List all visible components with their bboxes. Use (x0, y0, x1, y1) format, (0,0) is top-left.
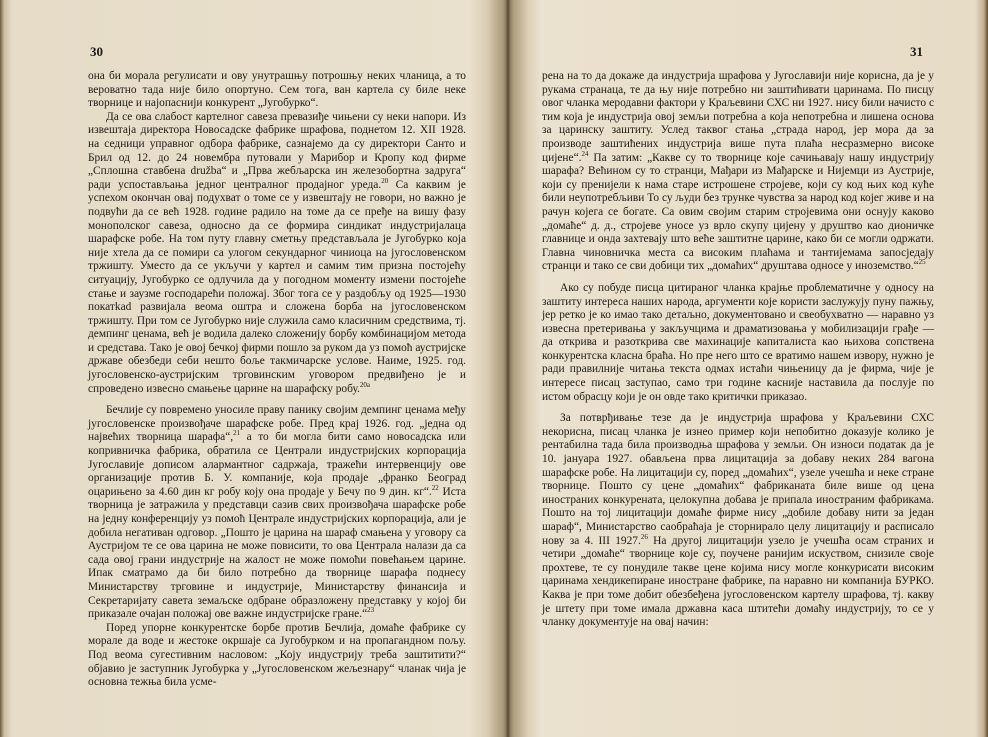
right-page (520, 0, 975, 737)
paragraph-text: Бечлије су повремено уносиле праву панику својим демпинг ценама међу југословенске произвођаче шарафске робе. Пред крај 1926. год. „једна од највећих творница шарафа“, (88, 404, 466, 444)
footnote-marker: 21 (233, 429, 241, 438)
footnote-marker: 26 (640, 532, 648, 541)
footnote-marker: 25 (918, 258, 926, 267)
paragraph (88, 622, 466, 690)
paragraph-text: Са каквим је успехом окончан овај подухват о томе се у извештају не говори, но важно је подвући да се већ 1928. године радило на томе да се пређе на вишу фазу монополског савеза, односно да се формира синдикат индустријалаца шарафске робе. На том путу главну сметњу представљала је Југобурко која није хтела да се помири са улогом секундарног чиниоца на југословенском тржишту. Уместо да се укључи у картел и самим тим призна постојећу ситуацију, Југобурко се одлучила да у погодном моменту измени постојеће стање и заузме господарећи положај. Због тога се у раздобљу од 1925—1930 покатkad развијала веома оштра и сложена борба на југословенском тржишту. При том се Југобурко није служила само класичним средствима, тј. демпинг ценама, већ је водила далеко сложенију борбу комбинацијом метода и средстава. Тако је овој бечкој фирми пошло за руком да уз помоћ аустријске државе обезбеди себи нешто боље такмичарске услове. Наиме, 1925. год. југословенско-аустријским трговинским уговором предвиђено је и спроведено извесно смањење царине на шарафску робу. (88, 178, 466, 395)
footnote-marker: 22 (431, 484, 439, 493)
page-text-right (542, 70, 934, 630)
paragraph-text: рена на то да докаже да индустрија шрафова у Југославији није корисна, да је у рукама странаца, те да њу није потребно ни заштићивати царинама. По писцу овог чланка меродавни фактори у Краљевини СХС ни 1927. нису били начисто с тим која је индустрија овој земљи потребна а која непотребна и лишена основа за царинску заштиту. Услед таквог стања „страда народ, јер мора да за производе заштићених индустрија више пута плаћа несразмерно високе цијене“. (542, 70, 934, 164)
paragraph (542, 412, 934, 630)
page-number: 30 (90, 44, 103, 59)
footnote-marker: 20a (359, 380, 370, 389)
paragraph (542, 282, 934, 404)
paragraph-text: Да се ова слабост картелног савеза превазиђе чињени су неки напори. Из извештаја директора Новосадске фабрике шрафова, поднетом 12. XII 1928. на седници управног одбора фабрике, сазнајемо да су директори Санто и Брил од 12. до 24 новембра путовали у Марибор и Кропу код фирме „Сплошна ставбена družba“ и „Прва жебљарска ин железобортна задруга“ ради успостављања једног централног продајног уреда. (88, 110, 466, 191)
paragraph-text: На другој лицитацији узело је учешћа осам страних и четири „домаће“ творнице које су, поучене ранијим искуством, снизиле своје прохтеве, те су понудиле такве цене којима нису могле конкурисати високим царинама хендикепиране иностране фабрике, па наравно ни компанија БУРКО. Каква је при томе добит обезбеђена југословенском картелу шрафова, тј. какву је штету при томе имала државна каса штитећи домаћу индустрију, то се у чланку документује на овај начин: (542, 534, 934, 629)
paragraph-text: За потврђивање тезе да је индустрија шрафова у Краљевини СХС некорисна, писац чланка је изнео пример који непобитно доказује колико је рентабилна тада била производња шрафова у земљи. Он износи податак да је 10. јануара 1927. обављена прва лицитација за добаву неких 284 вагона шарафске робе. На лицитацији су, поред „домаћих“, узеле учешћа и неке стране творнице. Пошто су цене „домаћих“ фабриканата биле више од цена иностраних конкурената, целокупна добава је припала иностраним фабрикама. Пошто на тој лицитацији домаће фирме нису „добиле добаву нити за један шараф“, Министарство саобраћаја је сторнирало целу лицитацију и расписало нову за 4. III 1927. (542, 412, 934, 547)
page-text-left (88, 70, 466, 690)
paragraph-text: она би морала регулисати и ову унутрашњу потрошњу неких чланица, а то вероватно тада није било опортуно. Сем тога, ван картела су биле неке творнице и најопаснији конкурент „Југобурко“. (88, 70, 466, 110)
paragraph (88, 70, 466, 111)
paragraph-text: а то би могла бити само новосадска или копривничка фабрика, обратила се Централи индустријских корпорација Југославије дописом алармантног садржаја, тражећи интервенцију ове организације против Б. У. компаније, која продаје „франко Београд оцарињено за 4.60 дин кг робу коју она продаје у Бечу по 9 дин. кг“. (88, 431, 466, 498)
paragraph-text: Поред упорне конкурентске борбе против Бечлија, домаће фабрике су морале да воде и жестоке окршаје са Југобурком и на пропагандном пољу. Под веома сугестивним насловом: „Коју индустрију треба заштитити?“ објавио је заступник Југобурка у „Југословенском жељезнару“ чланак чија је основна тежња била усме- (88, 621, 466, 689)
paragraph (88, 111, 466, 396)
left-page (18, 0, 496, 737)
paragraph (542, 70, 934, 274)
paragraph (88, 404, 466, 622)
paragraph-text: Ако су побуде писца цитираног чланка крајње проблематичне у односу на заштиту интереса наших народа, аргументи које користи заслужују пуну пажњу, јер ретко је ко имао тако детаљно, документовано и свеобухватно — наравно уз извесна претеривања у закључцима и драматизовања у мобилизацији грађе — да открива и разоткрива све махинације капиталиста као њихова сопствена конкурентска класна браћа. Но пре него што се вратимо нашем извору, нужно је ради правилније читања текста одмах истаћи чињеницу да је фирма, чије је интересе писац заступао, само три године касније наставила да послује по истом обрасцу који је он овде тако критички приказао. (542, 281, 934, 403)
footnote-marker: 23 (367, 606, 375, 615)
footnote-marker: 20 (381, 176, 389, 185)
paragraph-text: Иста творница је затражила у представци сазив свих произвођача шарафске робе на једну конференцију уз помоћ Централе индустријских корпорација, али је добила негативан одговор. „Пошто је царина на шараф смањена у уговору са Аустријом те се ова царина не може повисити, то ова Централа налази да са сада овој грани индустрије на жалост не може помоћи повећањем царине. Ипак сматрамо да би било потребно да творнице шарафа поднесу Министарству трговине и индустрије, Министарству финансија и Секретаријату савета земаљске одбране образложену представку у којој би приказале очајан положај ове важне индустријске гране.“ (88, 485, 466, 621)
page-number: 31 (910, 44, 923, 59)
footnote-marker: 24 (581, 149, 589, 158)
paragraph-text: Па затим: „Какве су то творнице које сачињавају нашу индустрију шарафа? Већином су то странци, Мађари из Мађарске и Нијемци из Аустрије, који су пренијели к нама старе истрошене стројеве, који су код њих код куће били неупотребљиви То су људи без трунке чувства за народ код којег живе и на рачун којега се богате. Са овим својим старим стројевима они оснују каково „домаће“ д. д., стројеве уносе уз врло скупу цијену у друштво као дионичке главнице и онда захтевају што веће заштитне царине, како би се могли одржати. Главна чиновничка места са високим плаћама и тантијемама запосједају странци и тако се сви добици тих „домаћих“ друштава односе у иноземство.“ (542, 151, 934, 273)
